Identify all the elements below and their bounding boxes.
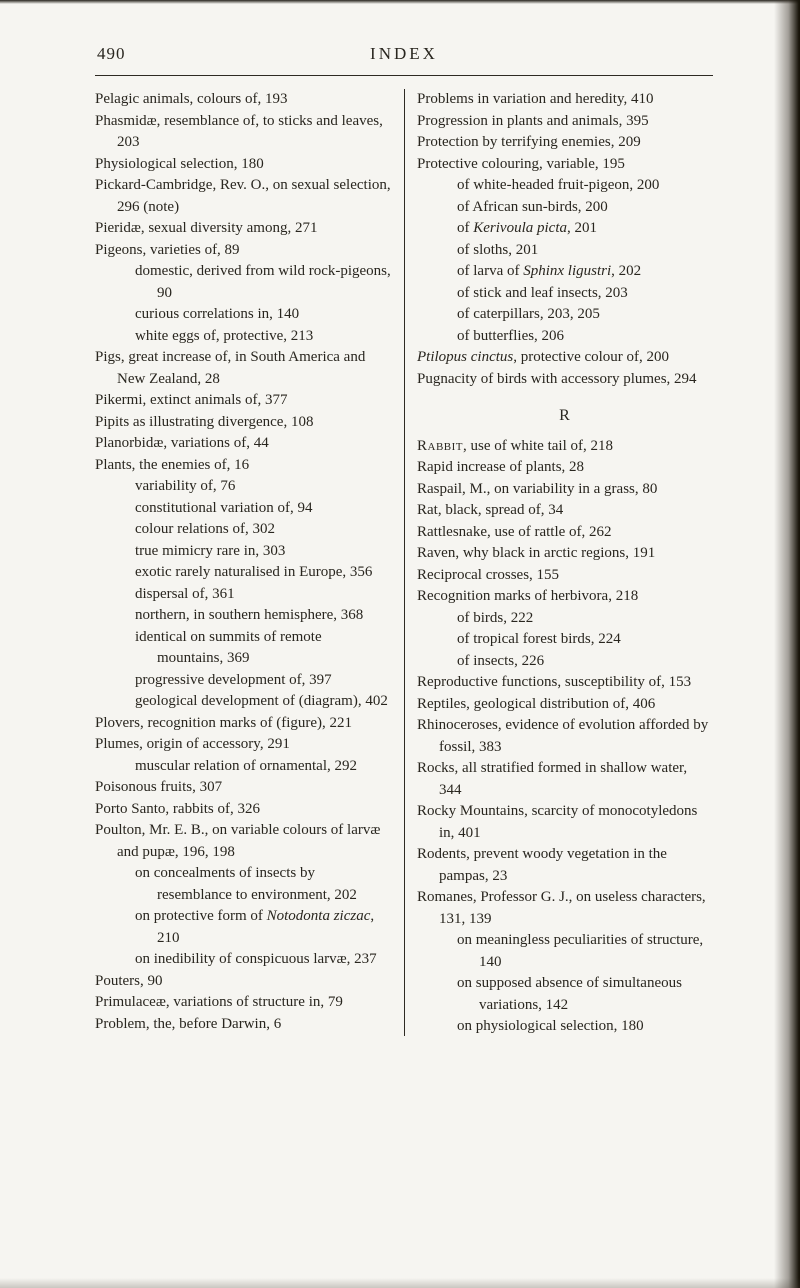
index-entry: Raspail, M., on variability in a grass, 80	[417, 480, 658, 497]
index-entry: Porto Santo, rabbits of, 326	[95, 800, 260, 817]
index-entry: Primulaceæ, variations of structure in, 79	[95, 994, 343, 1010]
index-entry: Pouters, 90	[95, 972, 163, 989]
index-entry: Rapid increase of plants, 28	[417, 459, 585, 475]
page-title: INDEX	[370, 44, 438, 63]
page-header	[95, 44, 713, 68]
index-entry: Pieridæ, sexual diversity among, 271	[95, 220, 318, 236]
index-entry: on concealments of insects by resemblance to environment, 202	[135, 865, 357, 903]
index-entry: colour relations of, 302	[135, 521, 275, 537]
index-entry: Rocks, all stratified formed in shallow water, 344	[417, 760, 688, 798]
index-entry: Problems in variation and heredity, 410	[417, 91, 654, 107]
index-entry-lead: Rabbit	[417, 437, 464, 454]
index-entry: on physiological selection, 180	[457, 1018, 644, 1034]
index-entry: Rat, black, spread of, 34	[417, 502, 564, 518]
index-entry: domestic, derived from wild rock-pigeons, 90	[135, 263, 391, 301]
index-entry: of Kerivoula picta, 201	[457, 220, 597, 236]
index-entry: Problem, the, before Darwin, 6	[95, 1015, 282, 1032]
index-entry: Ptilopus cinctus, protective colour of, 200	[417, 349, 670, 365]
index-entry: constitutional variation of, 94	[135, 499, 313, 516]
index-entry: dispersal of, 361	[135, 585, 235, 602]
index-entry: Plovers, recognition marks of (figure), 221	[95, 714, 353, 731]
section-letter: R	[559, 407, 571, 424]
index-entry: of insects, 226	[457, 652, 545, 669]
index-entry: progressive development of, 397	[135, 671, 332, 688]
index-entry: Phasmidæ, resemblance of, to sticks and leaves, 203	[95, 112, 383, 150]
index-entry: on meaningless peculiarities of structure, 140	[457, 932, 704, 970]
index-entry: northern, in southern hemisphere, 368	[135, 607, 364, 623]
scan-edge-right	[774, 0, 800, 1288]
index-entry: Planorbidæ, variations of, 44	[95, 435, 269, 451]
index-entry: Romanes, Professor G. J., on useless characters, 131, 139	[417, 889, 706, 927]
index-entry: Reptiles, geological distribution of, 406	[417, 695, 656, 712]
index-entry: of birds, 222	[457, 609, 534, 626]
index-entry: identical on summits of remote mountains, 369	[135, 628, 322, 666]
index-entry: Pigeons, varieties of, 89	[95, 241, 240, 258]
index-entry: Rodents, prevent woody vegetation in the pampas, 23	[417, 846, 667, 884]
index-entry: Poulton, Mr. E. B., on variable colours of larvæ and pupæ, 196, 198	[95, 822, 381, 860]
index-columns	[95, 76, 713, 1038]
index-entry: of larva of Sphinx ligustri, 202	[457, 263, 642, 279]
index-entry: Poisonous fruits, 307	[95, 779, 223, 795]
index-entry: Protective colouring, variable, 195	[417, 155, 625, 172]
index-entry: Rabbit, use of white tail of, 218	[417, 437, 613, 454]
index-entry: on protective form of Notodonta ziczac, 210	[135, 908, 375, 946]
index-entry: Physiological selection, 180	[95, 155, 264, 172]
index-entry: Pipits as illustrating divergence, 108	[95, 413, 314, 430]
index-entry: Pelagic animals, colours of, 193	[95, 91, 288, 107]
index-entry: muscular relation of ornamental, 292	[135, 757, 358, 774]
index-entry: exotic rarely naturalised in Europe, 356	[135, 564, 373, 580]
index-entry: Rocky Mountains, scarcity of monocotyledons in, 401	[417, 803, 698, 841]
index-entry: true mimicry rare in, 303	[135, 542, 286, 559]
index-entry: Pigs, great increase of, in South America and New Zealand, 28	[95, 349, 366, 387]
index-entry: on supposed absence of simultaneous variations, 142	[457, 975, 682, 1013]
index-entry: Plants, the enemies of, 16	[95, 456, 250, 473]
index-column-left	[95, 89, 391, 1038]
index-entry: of African sun-birds, 200	[457, 198, 608, 215]
book-page	[95, 44, 713, 1038]
index-entry: Plumes, origin of accessory, 291	[95, 736, 290, 752]
index-column-right	[417, 89, 713, 1038]
index-entry: of caterpillars, 203, 205	[457, 306, 600, 322]
page-number: 490	[97, 44, 126, 63]
index-entry: Recognition marks of herbivora, 218	[417, 588, 639, 604]
scan-edge-top	[0, 0, 800, 4]
index-entry: of sloths, 201	[457, 241, 539, 258]
index-entry: curious correlations in, 140	[135, 306, 300, 322]
index-entry: on inedibility of conspicuous larvæ, 237	[135, 951, 377, 967]
index-entry: Rattlesnake, use of rattle of, 262	[417, 523, 612, 540]
index-entry: Rhinoceroses, evidence of evolution afforded by fossil, 383	[417, 717, 709, 755]
index-entry: of butterflies, 206	[457, 327, 565, 344]
index-entry: Protection by terrifying enemies, 209	[417, 134, 641, 150]
column-divider	[404, 89, 405, 1036]
index-entry: Pikermi, extinct animals of, 377	[95, 392, 288, 408]
index-entry: variability of, 76	[135, 478, 236, 494]
index-entry: Progression in plants and animals, 395	[417, 112, 649, 129]
index-entry: Pugnacity of birds with accessory plumes, 294	[417, 370, 697, 387]
index-entry: of tropical forest birds, 224	[457, 631, 621, 647]
index-entry: white eggs of, protective, 213	[135, 327, 314, 344]
index-entry: Raven, why black in arctic regions, 191	[417, 545, 656, 561]
index-entry: geological development of (diagram), 402	[135, 693, 388, 709]
scan-shade-bottom	[0, 1278, 800, 1288]
index-entry: Reciprocal crosses, 155	[417, 566, 560, 583]
index-entry: Reproductive functions, susceptibility of, 153	[417, 674, 692, 690]
index-entry: of stick and leaf insects, 203	[457, 284, 628, 301]
index-entry: Pickard-Cambridge, Rev. O., on sexual selection, 296 (note)	[95, 177, 391, 215]
index-entry: of white-headed fruit-pigeon, 200	[457, 177, 660, 193]
